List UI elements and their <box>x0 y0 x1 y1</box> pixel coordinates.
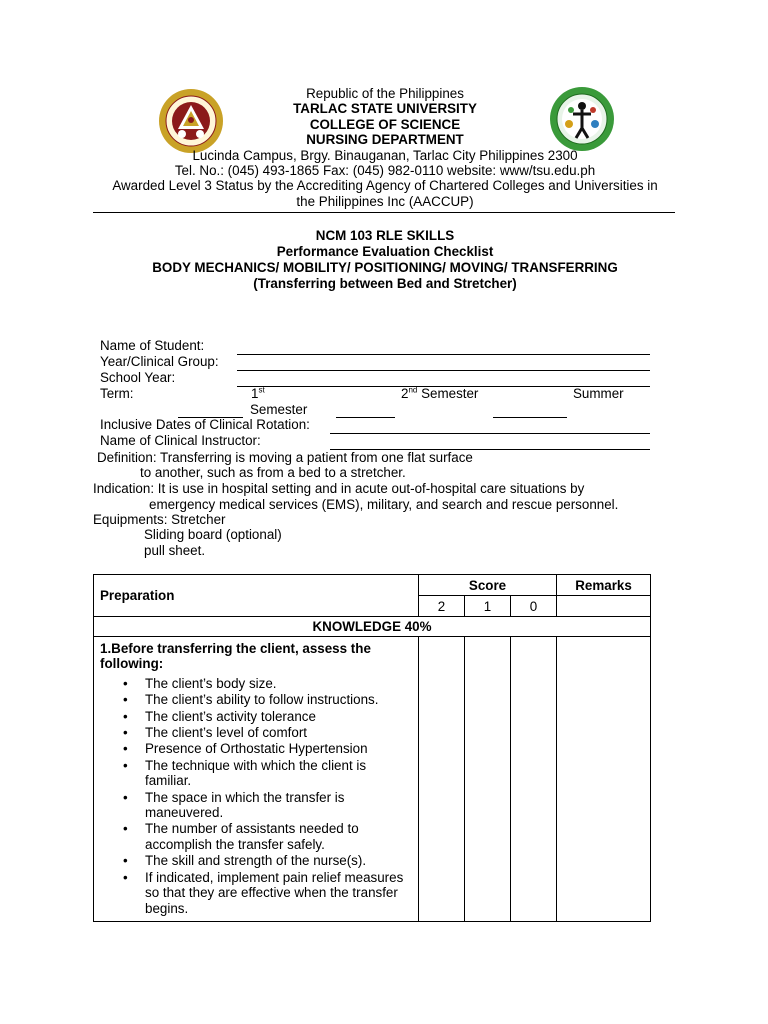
accreditation-line-2: the Philippines Inc (AACCUP) <box>296 193 474 209</box>
clinical-instructor-label: Name of Clinical Instructor: <box>100 433 261 448</box>
term-second-checkbox-line[interactable] <box>336 417 395 418</box>
remarks-blank-cell <box>557 596 651 617</box>
equipments-line-3: pull sheet. <box>144 543 206 558</box>
equipments-line-2: Sliding board (optional) <box>144 527 282 542</box>
assess-title: 1.Before transferring the client, assess the following: <box>100 641 371 672</box>
indication-line-2: emergency medical services (EMS), military, and search and rescue personnel. <box>149 497 619 512</box>
course-title: NCM 103 RLE SKILLS <box>315 228 455 243</box>
bullet-icon: • <box>123 741 128 757</box>
score-value-2: 2 <box>419 596 465 617</box>
score-value-0: 0 <box>511 596 557 617</box>
term-second-word: Semester <box>421 386 479 401</box>
evaluation-checklist-table <box>93 574 651 922</box>
score-2-cell[interactable] <box>419 637 465 922</box>
list-item: • The skill and strength of the nurse(s). <box>123 853 367 869</box>
term-second <box>401 386 478 402</box>
list-item: • The client’s ability to follow instructions. <box>123 692 379 708</box>
term-summer: Summer <box>573 386 624 401</box>
bullet-icon: • <box>123 692 128 708</box>
student-name-field[interactable] <box>237 354 650 355</box>
term-first-sup: st <box>258 385 265 395</box>
bullet-icon: • <box>123 675 128 691</box>
remarks-header: Remarks <box>557 575 651 596</box>
bullet-icon: • <box>123 725 128 741</box>
bullet-icon: • <box>123 757 128 773</box>
term-first-num: 1 <box>251 386 259 401</box>
remarks-cell[interactable] <box>557 637 651 922</box>
term-second-sup: nd <box>408 385 418 395</box>
term-first-number <box>251 386 265 402</box>
assess-list <box>100 676 412 916</box>
accreditation-line-1: Awarded Level 3 Status by the Accrediting Agency of Chartered Colleges and Universities in <box>112 178 658 194</box>
college-name: COLLEGE OF SCIENCE <box>309 116 461 132</box>
bullet-icon: • <box>123 869 128 885</box>
score-header: Score <box>419 575 557 596</box>
topic-title: BODY MECHANICS/ MOBILITY/ POSITIONING/ MOVING/ TRANSFERRING <box>152 260 618 275</box>
preparation-header: Preparation <box>94 575 419 617</box>
score-0-cell[interactable] <box>511 637 557 922</box>
bullet-icon: • <box>123 789 128 805</box>
list-item: • If indicated, implement pain relief measures so that they are effective when the transfer begins. <box>123 869 404 916</box>
definition-line-1: Definition: Transferring is moving a patient from one flat surface <box>97 450 473 465</box>
knowledge-header: KNOWLEDGE 40% <box>94 617 651 637</box>
header-block <box>90 86 680 209</box>
subtopic-title: (Transferring between Bed and Stretcher) <box>253 276 517 291</box>
knowledge-row <box>94 617 651 637</box>
country-line: Republic of the Philippines <box>306 86 464 101</box>
bullet-icon: • <box>123 708 128 724</box>
department-name: NURSING DEPARTMENT <box>306 132 464 148</box>
term-summer-checkbox-line[interactable] <box>493 417 567 418</box>
list-item: • Presence of Orthostatic Hypertension <box>123 741 368 757</box>
assess-row <box>94 637 651 922</box>
rotation-dates-label: Inclusive Dates of Clinical Rotation: <box>100 417 310 432</box>
student-name-label: Name of Student: <box>100 338 205 353</box>
assess-cell <box>94 637 419 922</box>
equipments-line-1: Equipments: Stretcher <box>93 512 226 527</box>
university-name: TARLAC STATE UNIVERSITY <box>293 101 477 117</box>
table-header-row <box>94 575 651 596</box>
bullet-icon: • <box>123 821 128 837</box>
score-value-1: 1 <box>465 596 511 617</box>
term-first-word: Semester <box>250 402 308 417</box>
list-item: • The number of assistants needed to accomplish the transfer safely. <box>123 821 359 852</box>
list-item: • The client’s activity tolerance <box>123 708 316 724</box>
rotation-dates-field[interactable] <box>330 433 650 434</box>
address-line: Lucinda Campus, Brgy. Binauganan, Tarlac City Philippines 2300 <box>192 147 578 163</box>
score-1-cell[interactable] <box>465 637 511 922</box>
indication-line-1: Indication: It is use in hospital setting and in acute out-of-hospital care situations by <box>93 481 585 496</box>
contact-line: Tel. No.: (045) 493-1865 Fax: (045) 982-0110 website: www/tsu.edu.ph <box>174 163 596 179</box>
definition-line-2: to another, such as from a bed to a stretcher. <box>140 465 406 480</box>
checklist-title: Performance Evaluation Checklist <box>276 244 494 259</box>
list-item: • The client’s body size. <box>123 675 277 691</box>
list-item: • The space in which the transfer is maneuvered. <box>123 789 345 821</box>
list-item: • The technique with which the client is familiar. <box>123 757 367 789</box>
year-group-field[interactable] <box>237 370 650 371</box>
term-label: Term: <box>100 386 134 401</box>
header-divider <box>93 212 675 213</box>
school-year-label: School Year: <box>100 370 176 385</box>
year-group-label: Year/Clinical Group: <box>100 354 219 369</box>
term-second-num: 2 <box>401 386 409 401</box>
bullet-icon: • <box>123 853 128 869</box>
list-item: • The client’s level of comfort <box>123 725 307 741</box>
title-block <box>90 228 680 292</box>
